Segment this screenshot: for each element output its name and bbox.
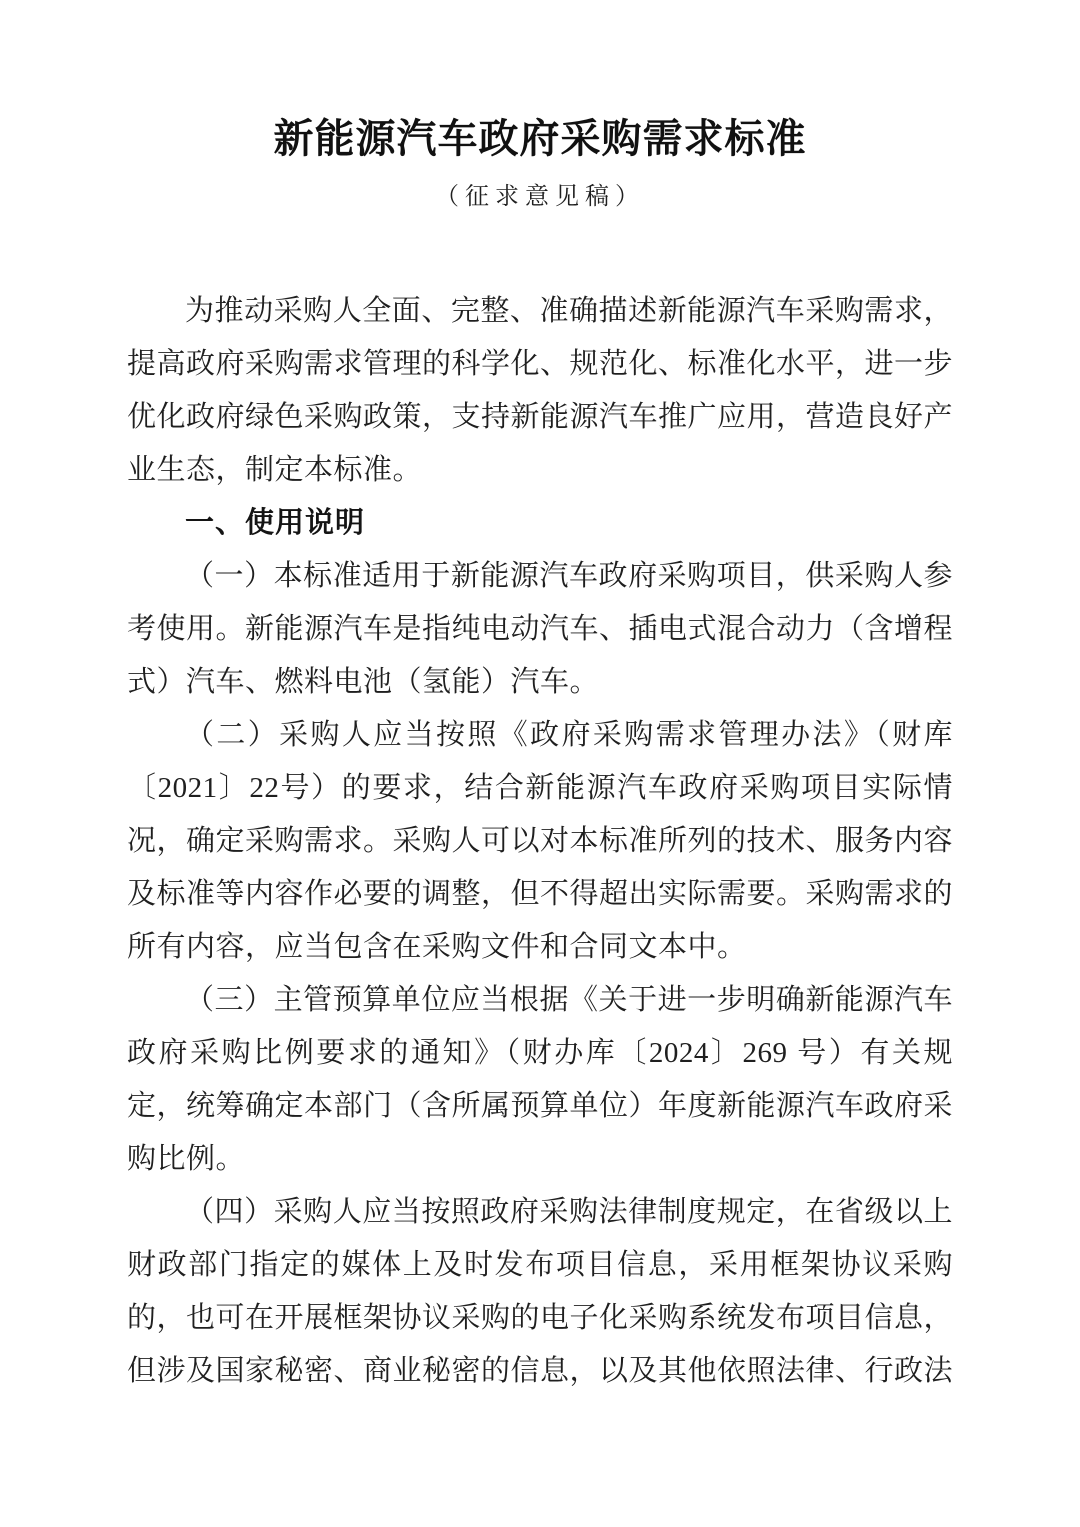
- document-subtitle: （征求意见稿）: [435, 184, 645, 210]
- intro-paragraph: 为推动采购人全面、完整、准确描述新能源汽车采购需求，提高政府采购需求管理的科学化、规范化、标准化水平，进一步优化政府绿色采购政策，支持新能源汽车推广应用，营造良好产业生态，制定本标准。: [127, 295, 954, 486]
- document-title: 新能源汽车政府采购需求标准: [273, 116, 807, 161]
- section-1-heading: 一、使用说明: [185, 507, 366, 539]
- section-1-paragraph-4: （四）采购人应当按照政府采购法律制度规定，在省级以上财政部门指定的媒体上及时发布项目信息，采用框架协议采购的，也可在开展框架协议采购的电子化采购系统发布项目信息，但涉及国家秘密、商业秘密的信息，以及其他依照法律、行政法: [127, 1196, 954, 1387]
- section-1-paragraph-3: （三）主管预算单位应当根据《关于进一步明确新能源汽车政府采购比例要求的通知》（财办库〔2024〕269 号）有关规定，统筹确定本部门（含所属预算单位）年度新能源汽车政府采购比例。: [127, 984, 954, 1175]
- section-1-paragraph-2: （二）采购人应当按照《政府采购需求管理办法》（财库〔2021〕22号）的要求，结合新能源汽车政府采购项目实际情况，确定采购需求。采购人可以对本标准所列的技术、服务内容及标准等内容作必要的调整，但不得超出实际需要。采购需求的所有内容，应当包含在采购文件和合同文本中。: [127, 719, 954, 963]
- section-1-paragraph-1: （一）本标准适用于新能源汽车政府采购项目，供采购人参考使用。新能源汽车是指纯电动汽车、插电式混合动力（含增程式）汽车、燃料电池（氢能）汽车。: [127, 560, 954, 698]
- document-body: [127, 285, 953, 1398]
